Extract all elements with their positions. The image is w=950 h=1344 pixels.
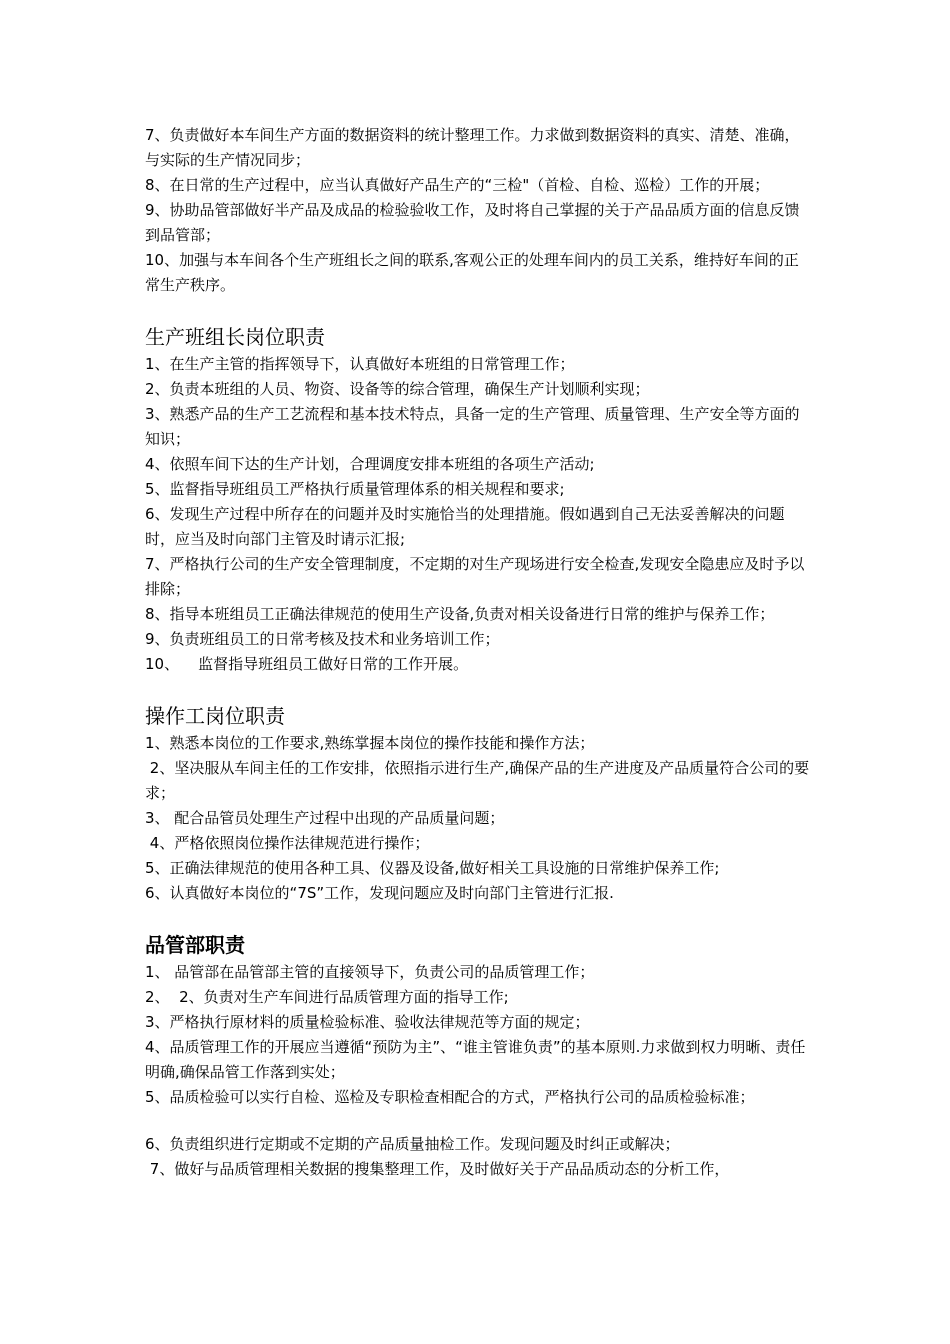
section-title-team-leader: 生产班组长岗位职责 <box>145 325 325 349</box>
list-item: 10、加强与本车间各个生产班组长之间的联系,客观公正的处理车间内的员工关系，维持好车间的正常生产秩序。 <box>145 251 799 294</box>
list-item: 6、发现生产过程中所存在的问题并及时实施恰当的处理措施。假如遇到自己无法妥善解决的问题时，应当及时向部门主管及时请示汇报; <box>145 505 785 548</box>
list-item: 2、坚决服从车间主任的工作安排，依照指示进行生产,确保产品的生产进度及产品质量符合公司的要求； <box>145 759 810 802</box>
list-item: 2、负责本班组的人员、物资、设备等的综合管理，确保生产计划顺利实现； <box>145 380 650 398</box>
list-item: 7、负责做好本车间生产方面的数据资料的统计整理工作。力求做到数据资料的真实、清楚、准确，与实际的生产情况同步； <box>145 126 800 169</box>
list-item: 4、依照车间下达的生产计划，合理调度安排本班组的各项生产活动; <box>145 455 595 473</box>
list-item: 1、熟悉本岗位的工作要求,熟练掌握本岗位的操作技能和操作方法； <box>145 734 595 752</box>
list-item: 6、认真做好本岗位的“7S”工作，发现问题应及时向部门主管进行汇报. <box>145 884 614 902</box>
list-item: 4、严格依照岗位操作法律规范进行操作； <box>145 834 430 852</box>
list-item: 7、做好与品质管理相关数据的搜集整理工作，及时做好关于产品品质动态的分析工作， <box>145 1160 730 1178</box>
team-leader-duties-list <box>145 352 810 677</box>
list-item: 6、负责组织进行定期或不定期的产品质量抽检工作。发现问题及时纠正或解决； <box>145 1135 680 1153</box>
document-page <box>145 123 810 1182</box>
spacer <box>145 677 810 701</box>
list-item: 10、 监督指导班组员工做好日常的工作开展。 <box>145 655 469 673</box>
qc-duties-list <box>145 960 810 1182</box>
list-item: 8、指导本班组员工正确法律规范的使用生产设备,负责对相关设备进行日常的维护与保养工作； <box>145 605 775 623</box>
list-item: 5、品质检验可以实行自检、巡检及专职检查相配合的方式，严格执行公司的品质检验标准； <box>145 1088 755 1106</box>
list-item: 1、 品管部在品管部主管的直接领导下，负责公司的品质管理工作； <box>145 963 595 981</box>
workshop-duties-list <box>145 123 810 298</box>
list-item: 3、熟悉产品的生产工艺流程和基本技术特点，具备一定的生产管理、质量管理、生产安全等方面的知识； <box>145 405 800 448</box>
list-item: 9、负责班组员工的日常考核及技术和业务培训工作； <box>145 630 500 648</box>
list-item: 9、协助品管部做好半产品及成品的检验验收工作，及时将自己掌握的关于产品品质方面的信息反馈到品管部； <box>145 201 800 244</box>
spacer <box>145 298 810 322</box>
blank-line <box>145 1110 810 1132</box>
list-item: 4、品质管理工作的开展应当遵循“预防为主”、“谁主管谁负责”的基本原则.力求做到权力明晰、责任明确,确保品管工作落到实处； <box>145 1038 806 1081</box>
list-item: 5、正确法律规范的使用各种工具、仪器及设备,做好相关工具设施的日常维护保养工作; <box>145 859 720 877</box>
list-item: 2、 2、负责对生产车间进行品质管理方面的指导工作; <box>145 988 509 1006</box>
list-item: 8、在日常的生产过程中，应当认真做好产品生产的“三检"（首检、自检、巡检）工作的开展； <box>145 176 770 194</box>
operator-duties-list <box>145 731 810 906</box>
section-title-operator: 操作工岗位职责 <box>145 704 285 728</box>
list-item: 5、监督指导班组员工严格执行质量管理体系的相关规程和要求; <box>145 480 565 498</box>
list-item: 7、严格执行公司的生产安全管理制度，不定期的对生产现场进行安全检查,发现安全隐患应及时予以排除； <box>145 555 805 598</box>
list-item: 3、严格执行原材料的质量检验标准、验收法律规范等方面的规定； <box>145 1013 590 1031</box>
list-item: 3、 配合品管员处理生产过程中出现的产品质量问题； <box>145 809 505 827</box>
section-title-qc: 品管部职责 <box>145 933 245 957</box>
spacer <box>145 906 810 930</box>
list-item: 1、在生产主管的指挥领导下，认真做好本班组的日常管理工作； <box>145 355 575 373</box>
